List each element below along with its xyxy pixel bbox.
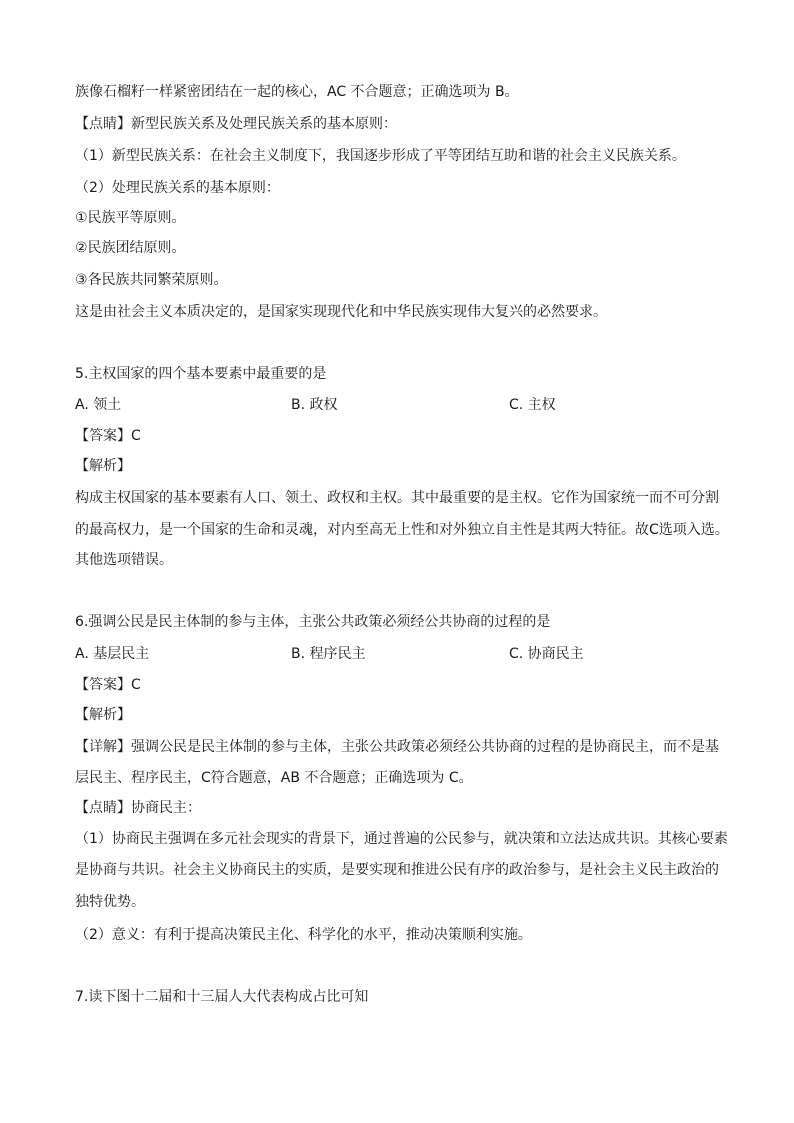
q6-point-1-line-2: 是协商与共识。社会主义协商民主的实质，是要实现和推进公民有序的政治参与，是社会主义民主政治的 — [75, 862, 719, 878]
q5-answer: 【答案】C — [75, 428, 141, 444]
prev-point-1: （1）新型民族关系：在社会主义制度下，我国逐步形成了平等团结互助和谐的社会主义民族关系。 — [75, 148, 686, 164]
q6-stem: 6.强调公民是民主体制的参与主体，主张公共政策必须经公共协商的过程的是 — [75, 614, 551, 630]
q6-answer: 【答案】C — [75, 677, 141, 693]
q6-point-1-line-3: 独特优势。 — [75, 894, 145, 910]
q5-stem: 5.主权国家的四个基本要素中最重要的是 — [75, 366, 327, 382]
q6-point-2: （2）意义：有利于提高决策民主化、科学化的水平，推动决策顺利实施。 — [75, 927, 532, 943]
q5-analysis-line-1: 构成主权国家的基本要素有人口、领土、政权和主权。其中最重要的是主权。它作为国家统一而不可分割 — [75, 490, 719, 506]
q5-analysis-line-3: 其他选项错误。 — [75, 552, 173, 568]
q5-analysis-line-2: 的最高权力，是一个国家的生命和灵魂，对内至高无上性和对外独立自主性是其两大特征。故C选项入选。 — [75, 522, 729, 538]
q6-option-b: B. 程序民主 — [291, 646, 366, 662]
prev-point-heading: 【点睛】新型民族关系及处理民族关系的基本原则： — [75, 116, 397, 132]
q5-option-a: A. 领土 — [75, 397, 122, 413]
q5-option-b: B. 政权 — [291, 397, 338, 413]
q6-option-a: A. 基层民主 — [75, 646, 150, 662]
q7-stem: 7.读下图十二届和十三届人大代表构成占比可知 — [75, 989, 369, 1005]
principle-prosperity: ③各民族共同繁荣原则。 — [75, 272, 228, 288]
q6-point-1-line-1: （1）协商民主强调在多元社会现实的背景下，通过普遍的公民参与，就决策和立法达成共识。其核心要素 — [75, 831, 728, 847]
q6-detail-line-2: 层民主、程序民主，C符合题意，AB 不合题意；正确选项为 C。 — [75, 770, 473, 786]
principle-unity: ②民族团结原则。 — [75, 240, 186, 256]
q6-detail-line-1: 【详解】强调公民是民主体制的参与主体，主张公共政策必须经公共协商的过程的是协商民主，而不是基 — [75, 739, 719, 755]
principle-equality: ①民族平等原则。 — [75, 210, 186, 226]
q5-option-c: C. 主权 — [509, 397, 556, 413]
q5-analysis-label: 【解析】 — [75, 458, 131, 474]
prev-point-2: （2）处理民族关系的基本原则： — [75, 180, 280, 196]
q6-option-c: C. 协商民主 — [509, 646, 584, 662]
q6-point-heading: 【点睛】协商民主： — [75, 800, 201, 816]
prev-conclusion: 这是由社会主义本质决定的，是国家实现现代化和中华民族实现伟大复兴的必然要求。 — [75, 304, 607, 320]
q6-analysis-label: 【解析】 — [75, 707, 131, 723]
prev-explanation-tail: 族像石榴籽一样紧密团结在一起的核心，AC 不合题意；正确选项为 B。 — [75, 84, 519, 100]
